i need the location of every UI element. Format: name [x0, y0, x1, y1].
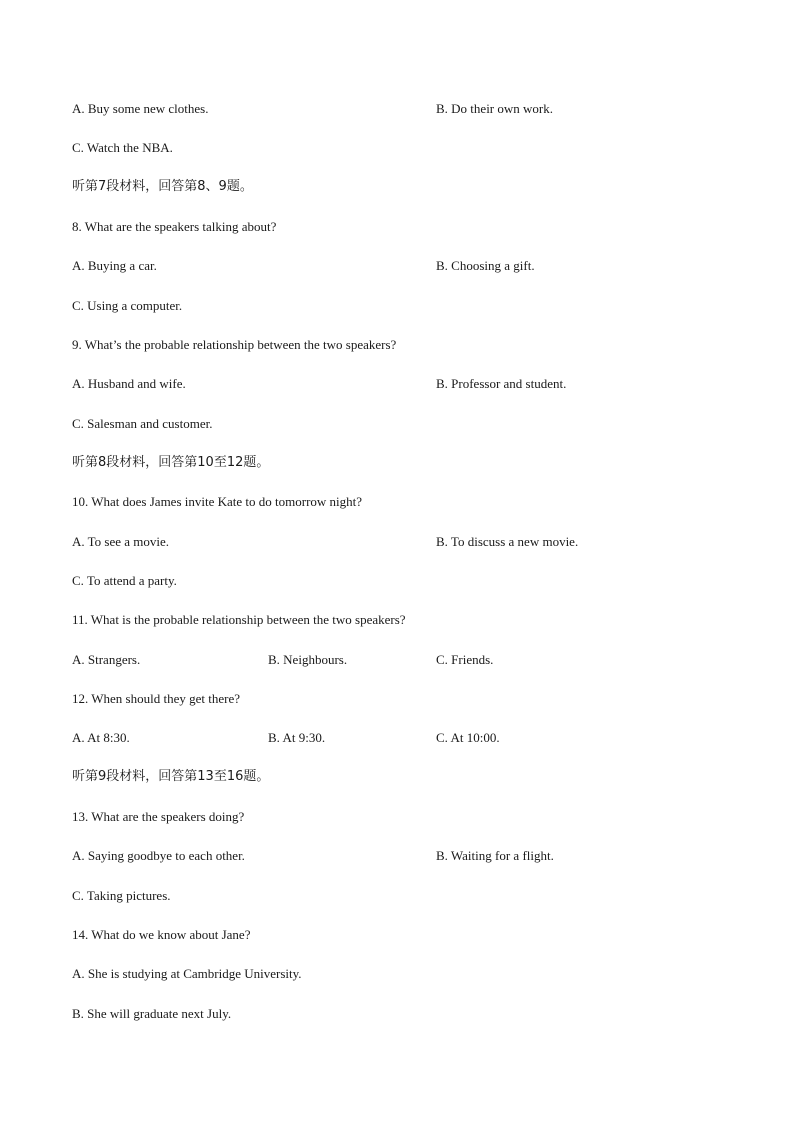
option-b: B. Choosing a gift. [436, 258, 535, 273]
option-a: A. At 8:30. [72, 730, 130, 745]
option-b: B. Do their own work. [436, 101, 553, 116]
option-b: B. To discuss a new movie. [436, 534, 579, 549]
option-a: A. Husband and wife. [72, 376, 186, 391]
question-14: 14. What do we know about Jane? [72, 927, 251, 942]
option-c: C. At 10:00. [436, 730, 500, 745]
option-a: A. She is studying at Cambridge University. [72, 966, 302, 981]
option-a: A. Buy some new clothes. [72, 101, 209, 116]
question-10: 10. What does James invite Kate to do tomorrow night? [72, 494, 363, 509]
option-a: A. Buying a car. [72, 258, 157, 273]
question-11: 11. What is the probable relationship between the two speakers? [72, 612, 406, 627]
option-c: C. Friends. [436, 652, 494, 667]
option-b: B. Neighbours. [268, 652, 348, 667]
section-instruction: 听第9段材料，回答第13至16题。 [72, 769, 270, 784]
option-b: B. Professor and student. [436, 376, 567, 391]
option-b: B. She will graduate next July. [72, 1006, 232, 1021]
option-c: C. Taking pictures. [72, 888, 171, 903]
question-12: 12. When should they get there? [72, 691, 240, 706]
option-b: B. At 9:30. [268, 730, 326, 745]
option-c: C. Using a computer. [72, 298, 183, 313]
option-c: C. Salesman and customer. [72, 416, 213, 431]
option-a: A. Saying goodbye to each other. [72, 848, 245, 863]
question-9: 9. What’s the probable relationship between the two speakers? [72, 337, 397, 352]
option-c: C. To attend a party. [72, 573, 177, 588]
section-instruction: 听第7段材料，回答第8、9题。 [72, 179, 253, 194]
section-instruction: 听第8段材料，回答第10至12题。 [72, 455, 270, 470]
option-c: C. Watch the NBA. [72, 140, 173, 155]
question-8: 8. What are the speakers talking about? [72, 219, 277, 234]
option-a: A. To see a movie. [72, 534, 170, 549]
option-a: A. Strangers. [72, 652, 141, 667]
question-13: 13. What are the speakers doing? [72, 809, 245, 824]
option-b: B. Waiting for a flight. [436, 848, 554, 863]
